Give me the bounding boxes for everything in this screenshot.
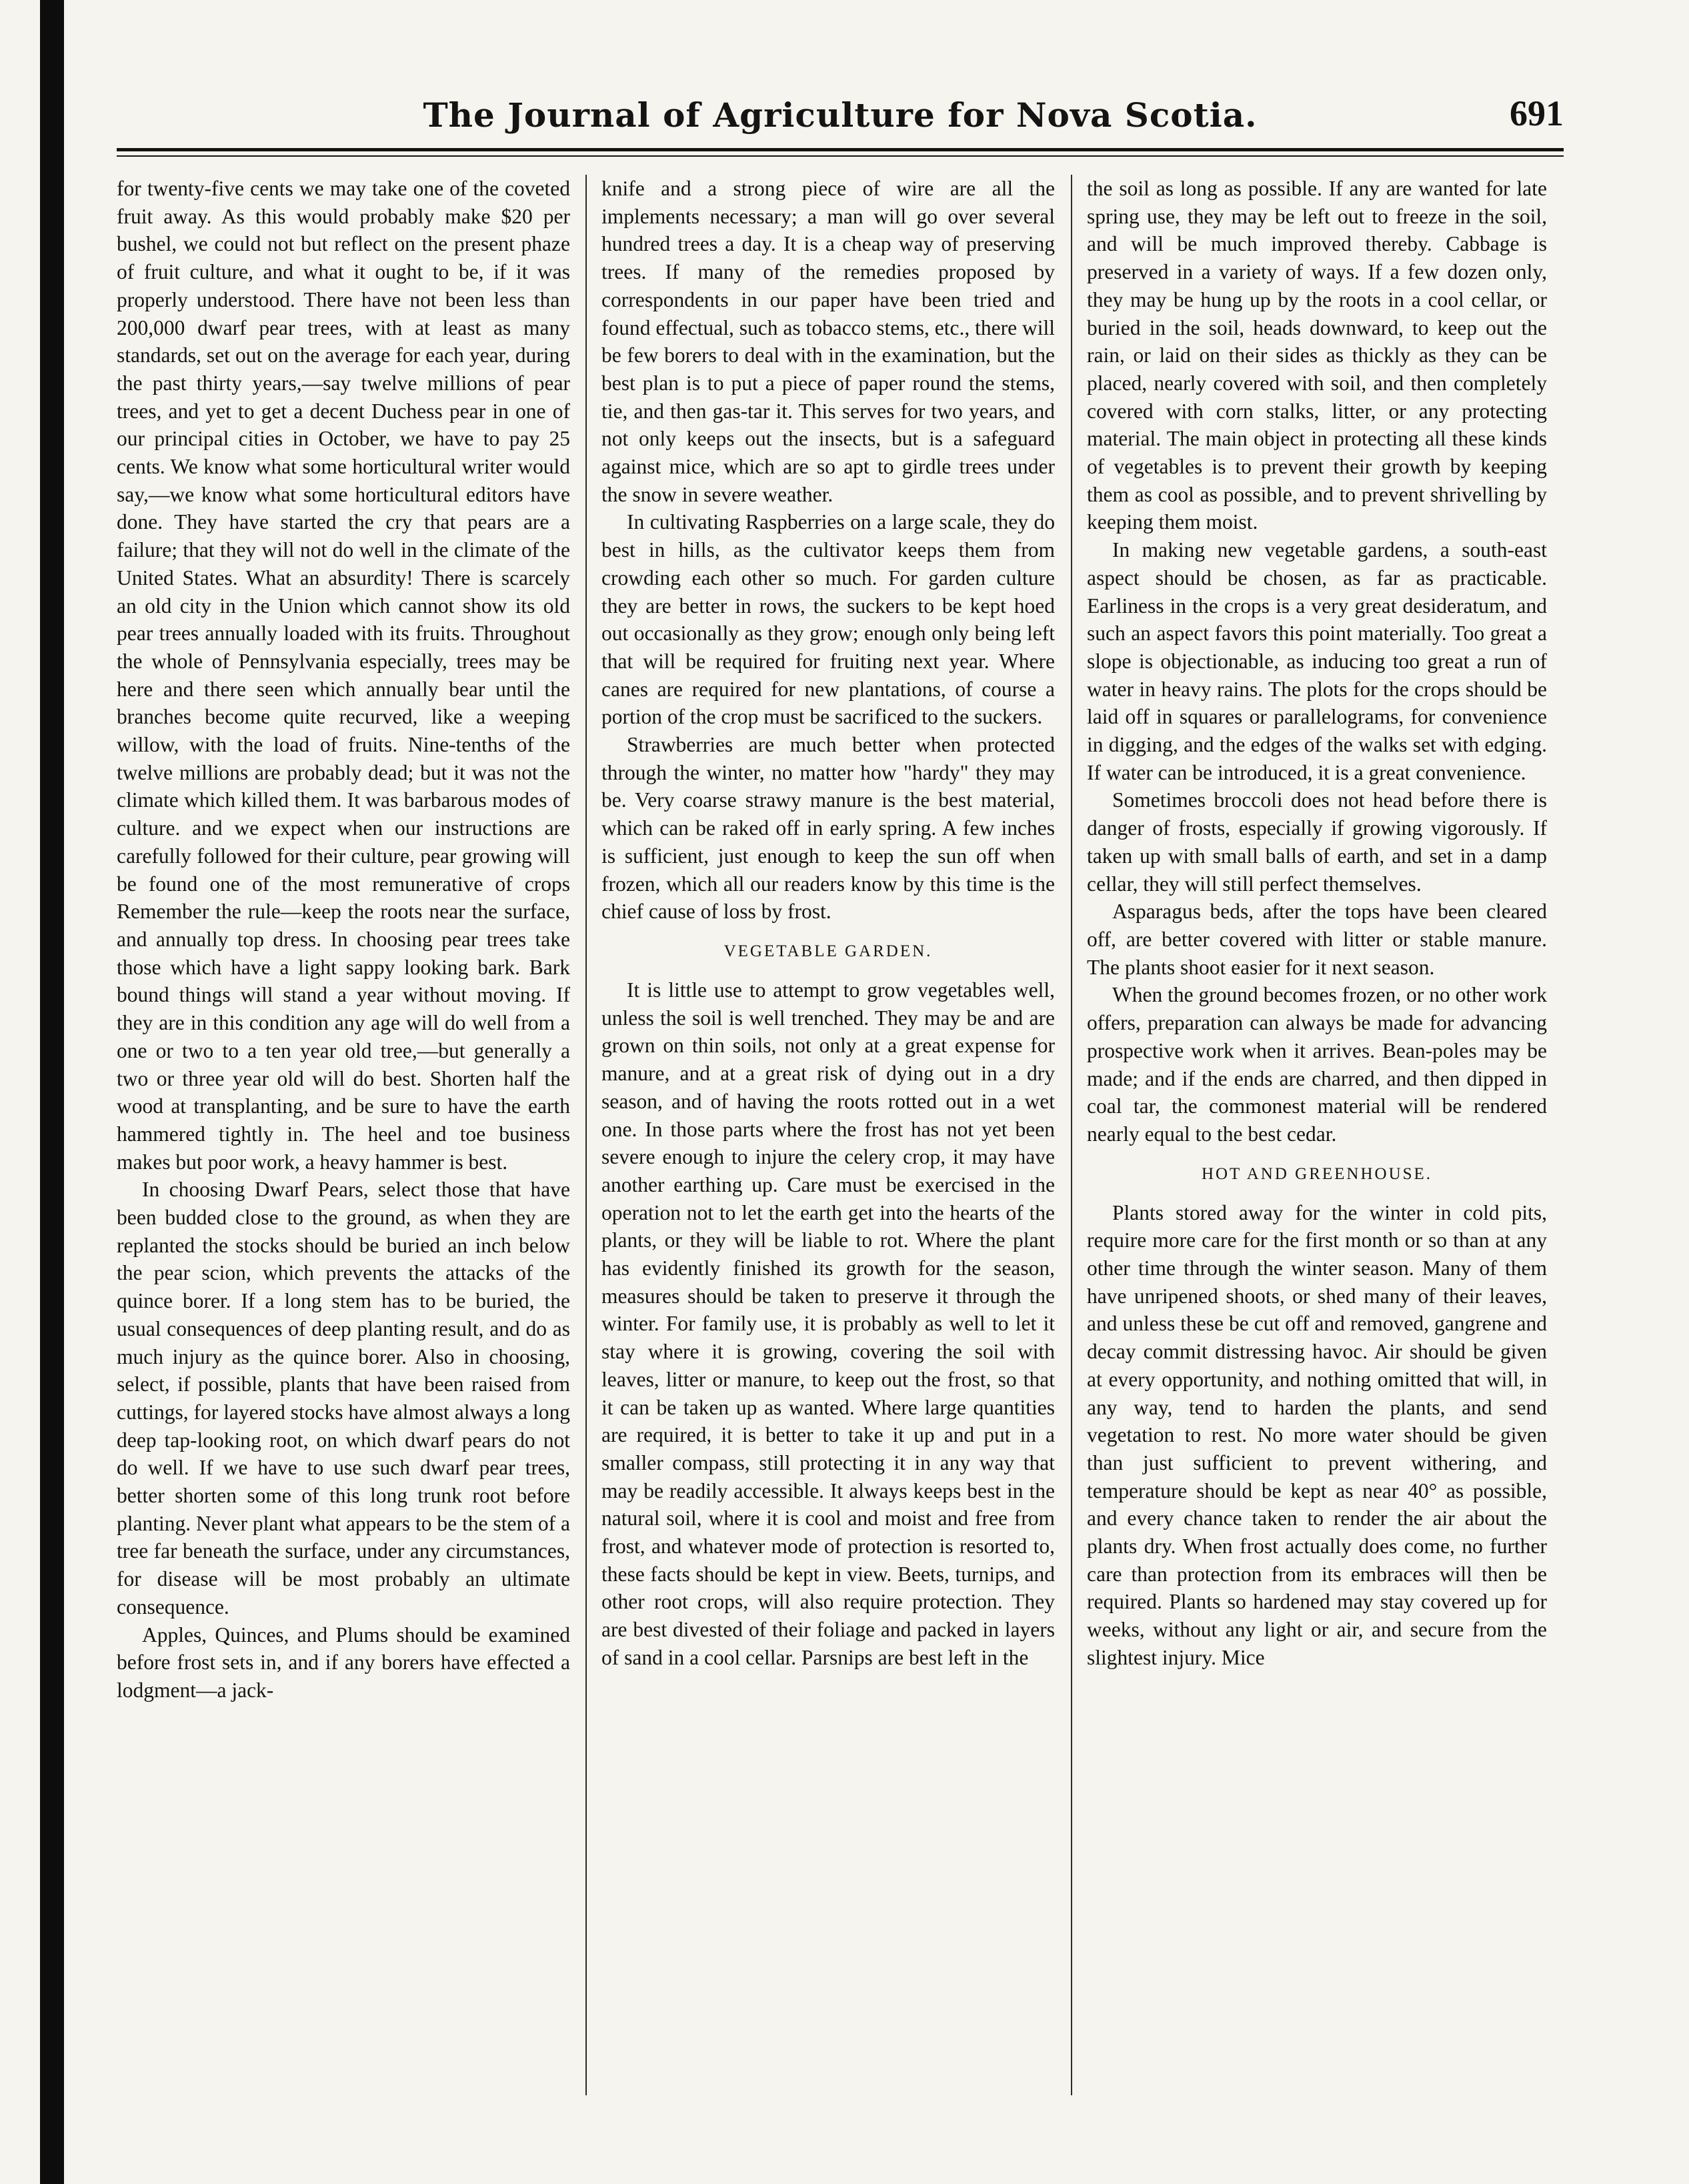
header-rule [117, 148, 1564, 151]
paragraph: knife and a strong piece of wire are all the implements necessary; a man will go over several hundred trees a day. It is a cheap way of preserving trees. If many of the remedies proposed by correspondents in our paper have been tried and found effectual, such as tobacco stems, etc., there will be few borers to deal with in the examination, but the best plan is to put a piece of paper round the stems, tie, and then gas-tar it. This serves for two years, and not only keeps out the insects, but is a safeguard against mice, which are so apt to girdle trees under the snow in severe weather. [601, 177, 1055, 506]
section-heading: HOT AND GREENHOUSE. [1201, 1164, 1433, 1183]
paragraph: In cultivating Raspberries on a large scale, they do best in hills, as the cultivator keeps them from crowding each other so much. For garden culture they are better in rows, the suckers to be kept hoed out occasionally as they grow; enough only being left that will be required for fruiting next year. Where canes are required for new plantations, of course a portion of the crop must be sacrificed to the suckers. [601, 510, 1055, 729]
column-divider [1071, 175, 1072, 2095]
column-divider [585, 175, 587, 2095]
paragraph: for twenty-five cents we may take one of the coveted fruit away. As this would probably make $20 per bushel, we could not but reflect on the present phaze of fruit culture, and what it ought to be, if it was properly understood. There have not been less than 200,000 dwarf pear trees, with at least as many standards, set out on the average for each year, during the past thirty years,—say twelve millions of pear trees, and yet to get a decent Duchess pear in one of our principal cities in October, we have to pay 25 cents. We know what some horticultural writer would say,—we know what some horticultural editors have done. They have started the cry that pears are a failure; that they will not do well in the climate of the United States. What an absurdity! There is scarcely an old city in the Union which cannot show its old pear trees annually loaded with its fruits. Throughout the whole of Pennsylvania especially, trees may be here and there seen which annually bear until the branches become quite recurved, like a weeping willow, with the load of fruits. Nine-tenths of the twelve millions are probably dead; but it was not the climate which killed them. It was barbarous modes of culture. and we expect when our instructions are carefully followed for their culture, pear growing will be found one of the most remunerative of crops Remember the rule—keep the roots near the surface, and annually top dress. In choosing pear trees take those which have a light sappy looking bark. Bark bound things will stand a year without moving. If they are in this condition any age will do well from a one or two to a ten year old tree,—but generally a two or three year old will do best. Shorten half the wood at transplanting, and be sure to have the earth hammered tightly in. The heel and toe business makes but poor work, a heavy hammer is best. [117, 177, 570, 1174]
paragraph: Strawberries are much better when protected through the winter, no matter how "hardy" they may be. Very coarse strawy manure is the best material, which can be raked off in early spring. A few inches is sufficient, just enough to keep the sun off when frozen, which all our readers know by this time is the chief cause of loss by frost. [601, 733, 1055, 924]
page-number: 691 [1510, 93, 1564, 133]
column-1 [117, 175, 570, 2109]
column-2 [601, 175, 1055, 2109]
header-rule-thin [117, 155, 1564, 157]
running-header [117, 90, 1564, 143]
paragraph: the soil as long as possible. If any are wanted for late spring use, they may be left out to freeze in the soil, and will be much improved thereby. Cabbage is preserved in a variety of ways. If a few dozen only, they may be hung up by the roots in a cool cellar, or buried in the soil, heads downward, to keep out the rain, or laid on their sides as thickly as they can be placed, nearly covered with soil, and then completely covered with corn stalks, litter, or any protecting material. The main object in protecting all these kinds of vegetables is to prevent their growth by keeping them as cool as possible, and to prevent shrivelling by keeping them moist. [1087, 177, 1547, 534]
section-heading: VEGETABLE GARDEN. [723, 942, 933, 960]
paragraph: Apples, Quinces, and Plums should be examined before frost sets in, and if any borers have effected a lodgment—a jack- [117, 1622, 570, 1702]
paragraph: In choosing Dwarf Pears, select those that have been budded close to the ground, as when they are replanted the stocks should be buried an inch below the pear scion, which prevents the attacks of the quince borer. If a long stem has to be buried, the usual consequences of deep planting result, and do as much injury as the quince borer. Also in choosing, select, if possible, plants that have been raised from cuttings, for layered stocks have almost always a long deep tap-looking root, on which dwarf pears do not do well. If we have to use such dwarf pear trees, better shorten some of this long trunk root before planting. Never plant what appears to be the stem of a tree far beneath the surface, under any circumstances, for disease will be most probably an ultimate consequence. [117, 1178, 570, 1618]
paragraph: Plants stored away for the winter in cold pits, require more care for the first month or so than at any other time through the winter season. Many of them have unripened shoots, or shed many of their leaves, and unless these be cut off and removed, gangrene and decay commit distressing havoc. Air should be given at every opportunity, and nothing omitted that will, in any way, tend to harden the plants, and send vegetation to rest. No more water should be given than just sufficient to prevent withering, and temperature should be kept as near 40° as possible, and every chance taken to render the air about the plants dry. When frost actually does come, no further care than protection from its embraces will then be required. Plants so hardened may stay covered up for weeks, without any light or air, and secure from the slightest injury. Mice [1087, 1200, 1547, 1669]
paragraph: In making new vegetable gardens, a south-east aspect should be chosen, as far as practicable. Earliness in the crops is a very great desideratum, and such an aspect favors this point materially. Too great a slope is objectionable, as inducing too great a run of water in heavy rains. The plots for the crops should be laid off in squares or parallelograms, for convenience in digging, and the edges of the walks set with edging. If water can be introduced, it is a great convenience. [1087, 538, 1547, 784]
binding-spine [40, 0, 64, 2184]
paragraph: When the ground becomes frozen, or no other work offers, preparation can always be made for advancing prospective work when it arrives. Bean-poles may be made; and if the ends are charred, and then dipped in coal tar, the commonest material will be rendered nearly equal to the best cedar. [1087, 983, 1547, 1146]
column-3 [1087, 175, 1547, 2109]
paragraph: It is little use to attempt to grow vegetables well, unless the soil is well trenched. They may be and are grown on thin soils, not only at a great expense for manure, and at a great risk of dying out in a dry season, and of having the roots rotted out in a wet one. In those parts where the frost has not yet been severe enough to injure the celery crop, it may have another earthing up. Care must be exercised in the operation not to let the earth get into the hearts of the plants, or they will be liable to rot. Where the plant has evidently finished its growth for the season, measures should be taken to preserve it through the winter. For family use, it is probably as well to let it stay where it is growing, covering the soil with leaves, litter or manure, to keep out the frost, so that it can be taken up as wanted. Where large quantities are required, it is better to take it up and put in a smaller compass, still protecting it in any way that may be readily accessible. It always keeps best in the natural soil, where it is cool and moist and free from frost, and whatever mode of protection is resorted to, these facts should be kept in view. Beets, turnips, and other root crops, will also require protection. They are best divested of their foliage and packed in layers of sand in a cool cellar. Parsnips are best left in the [601, 978, 1055, 1669]
paragraph: Asparagus beds, after the tops have been cleared off, are better covered with litter or stable manure. The plants shoot easier for it next season. [1087, 900, 1547, 979]
journal-title: The Journal of Agriculture for Nova Scotia. [423, 95, 1258, 135]
paragraph: Sometimes broccoli does not head before there is danger of frosts, especially if growing vigorously. If taken up with small balls of earth, and set in a damp cellar, they will still perfect themselves. [1087, 788, 1547, 896]
